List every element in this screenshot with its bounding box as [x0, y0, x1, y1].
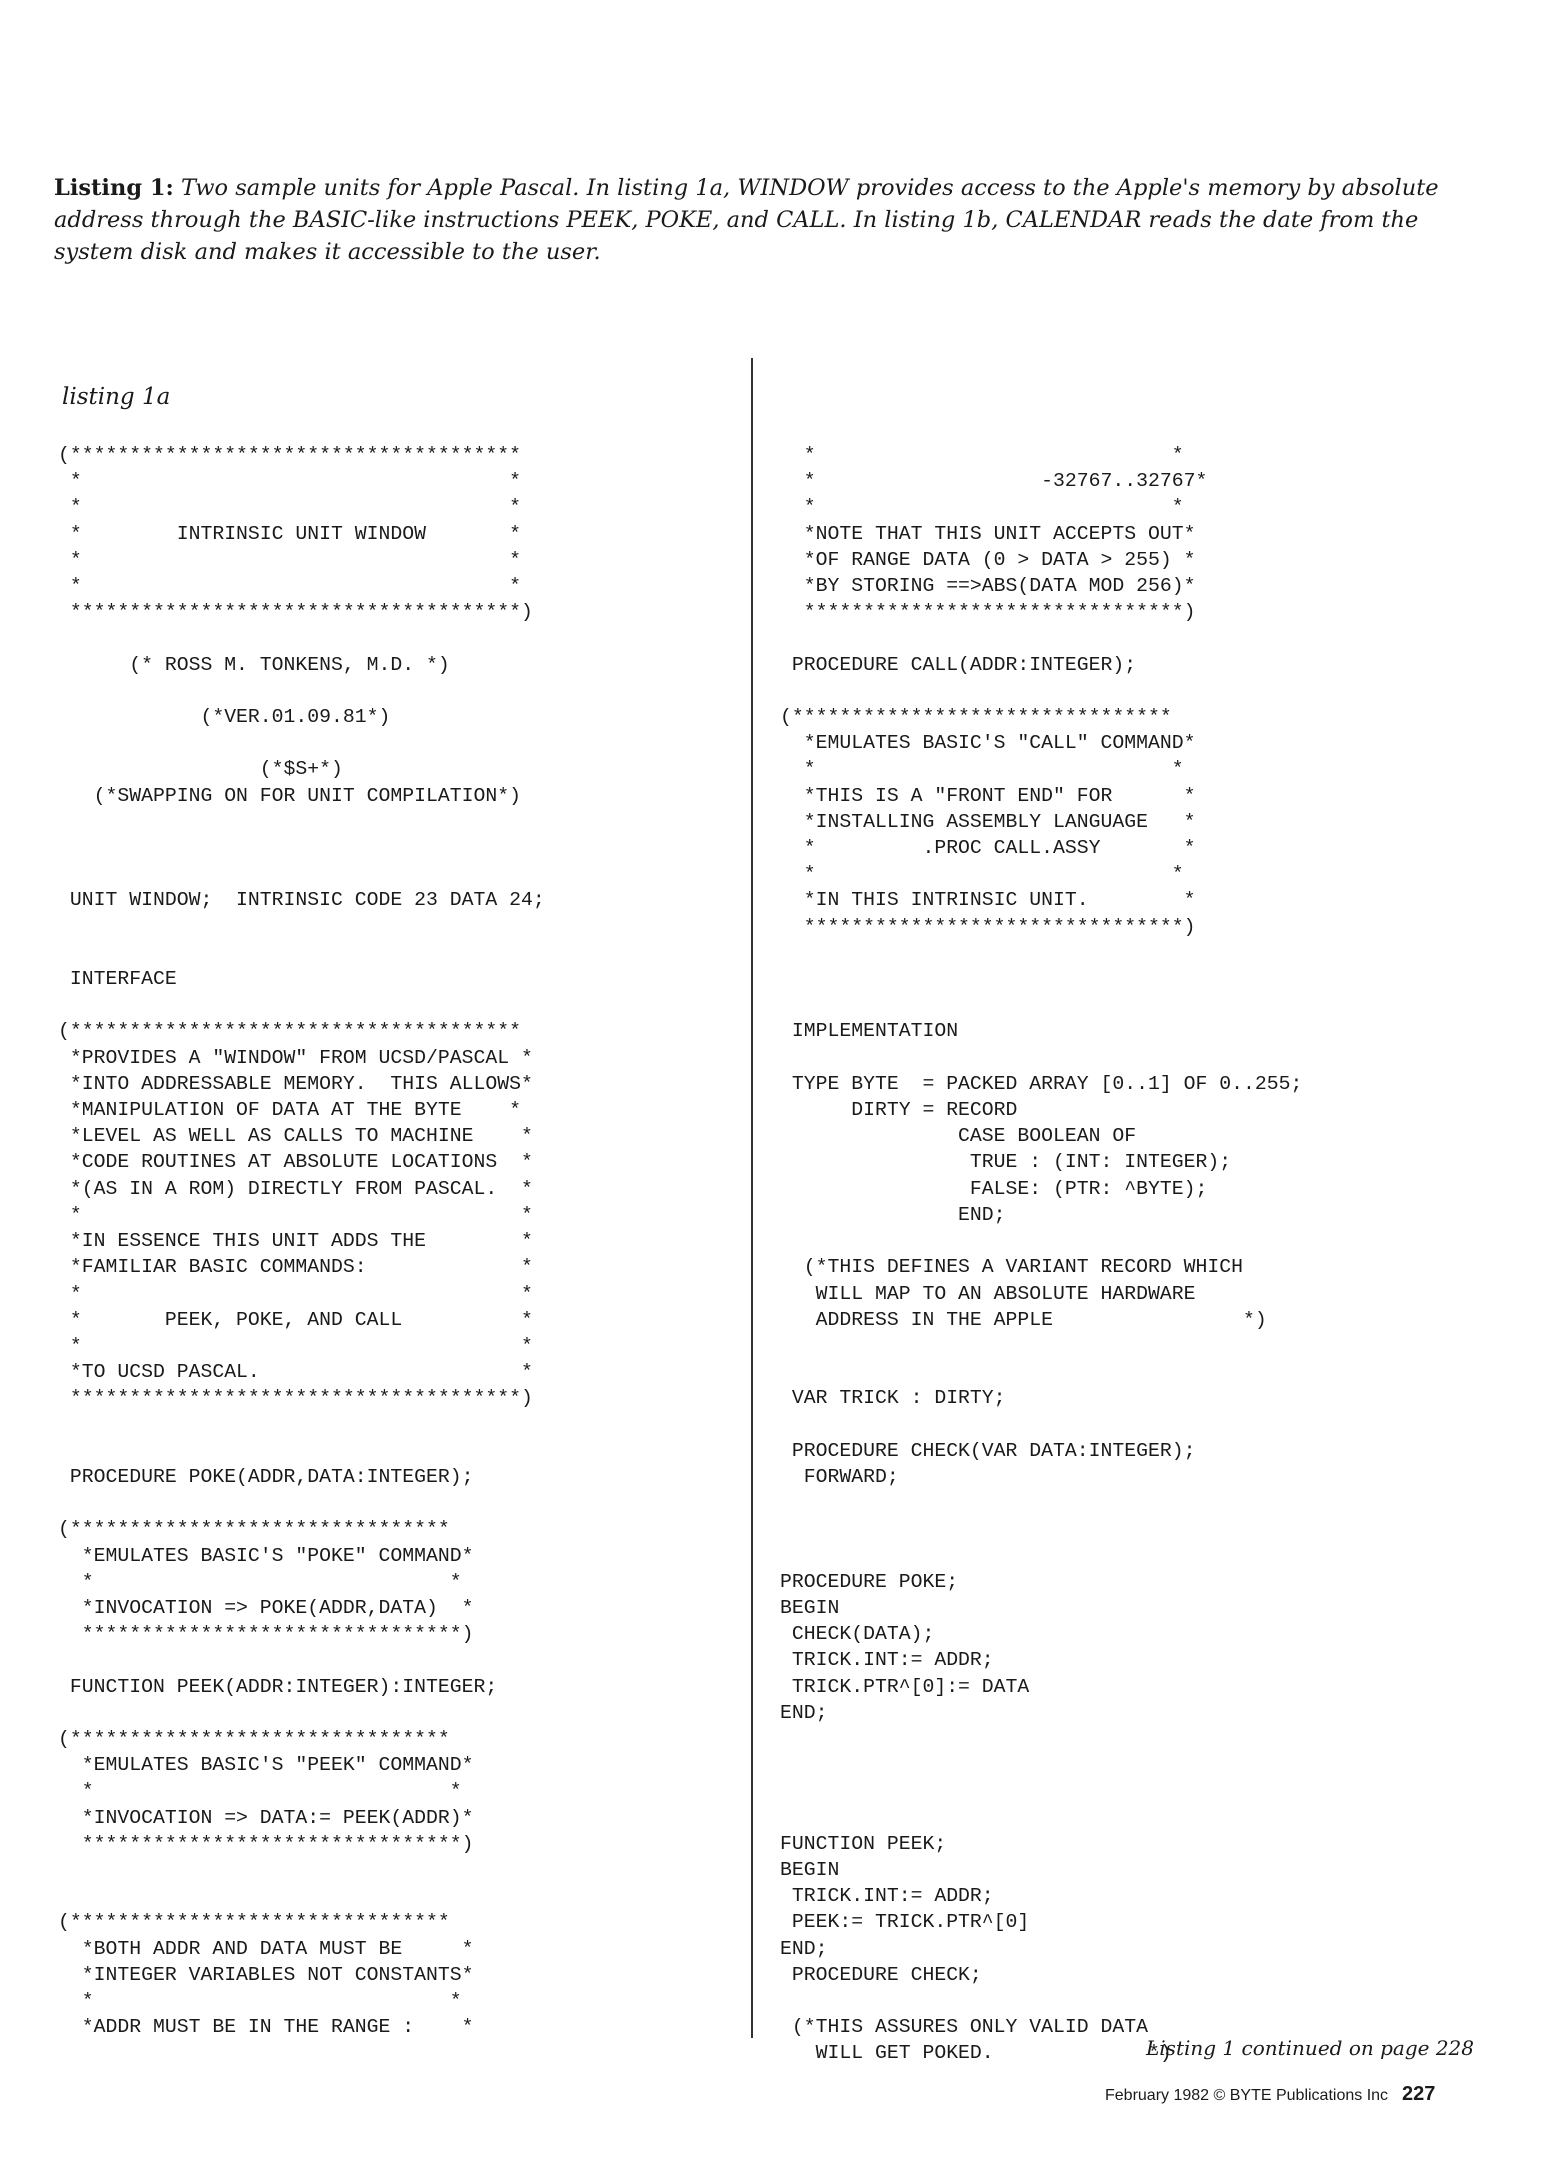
listing-caption [54, 172, 1454, 268]
column-divider [751, 358, 753, 2038]
code-column-left: (************************************** * * * * * INTRINSIC UNIT WINDOW * * * * * **************************************) (* ROSS M. TONKENS, M.D. *) (*VER.01.09.81*) (*$S+*) (*SWAPPING ON FOR UNIT COMPILATION*) UNIT WINDOW; INTRINSIC CODE 23 DATA 24; INTERFACE (************************************** *PROVIDES A "WINDOW" FROM UCSD/PASCAL * *INTO ADDRESSABLE MEMORY. THIS ALLOWS* *MANIPULATION OF DATA AT THE BYTE * *LEVEL AS WELL AS CALLS TO MACHINE * *CODE ROUTINES AT ABSOLUTE LOCATIONS * *(AS IN A ROM) DIRECTLY FROM PASCAL. * * * *IN ESSENCE THIS UNIT ADDS THE * *FAMILIAR BASIC COMMANDS: * * * * PEEK, POKE, AND CALL * * * *TO UCSD PASCAL. * **************************************) PROCEDURE POKE(ADDR,DATA:INTEGER); (******************************** *EMULATES BASIC'S "POKE" COMMAND* * * *INVOCATION => POKE(ADDR,DATA) * ********************************) FUNCTION PEEK(ADDR:INTEGER):INTEGER; (******************************** *EMULATES BASIC'S "PEEK" COMMAND* * * *INVOCATION => DATA:= PEEK(ADDR)* ********************************) (******************************** *BOTH ADDR AND DATA MUST BE * *INTEGER VARIABLES NOT CONSTANTS* * * *ADDR MUST BE IN THE RANGE : * [58, 444, 545, 2039]
continued-note: Listing 1 continued on page 228 [1146, 2036, 1474, 2060]
caption-body: Two sample units for Apple Pascal. In listing 1a, WINDOW provides access to the Apple's memory by absolute address through the BASIC-like instructions PEEK, POKE, and CALL. In listing 1b, CALENDAR reads the date from the system disk and makes it accessible to the user. [54, 175, 1439, 265]
page-footer [1105, 2083, 1435, 2106]
caption-lead: Listing 1: [54, 175, 174, 201]
page-number: 227 [1402, 2083, 1436, 2105]
footer-issue: February 1982 © BYTE Publications Inc [1105, 2087, 1389, 2104]
code-column-right: * * * -32767..32767* * * *NOTE THAT THIS UNIT ACCEPTS OUT* *OF RANGE DATA (0 > DATA > 255) * *BY STORING ==>ABS(DATA MOD 256)* ********************************) PROCEDURE CALL(ADDR:INTEGER); (******************************** *EMULATES BASIC'S "CALL" COMMAND* * * *THIS IS A "FRONT END" FOR * *INSTALLING ASSEMBLY LANGUAGE * * .PROC CALL.ASSY * * * *IN THIS INTRINSIC UNIT. * ********************************) IMPLEMENTATION TYPE BYTE = PACKED ARRAY [0..1] OF 0..255; DIRTY = RECORD CASE BOOLEAN OF TRUE : (INT: INTEGER); FALSE: (PTR: ^BYTE); END; (*THIS DEFINES A VARIANT RECORD WHICH WILL MAP TO AN ABSOLUTE HARDWARE ADDRESS IN THE APPLE *) VAR TRICK : DIRTY; PROCEDURE CHECK(VAR DATA:INTEGER); FORWARD; PROCEDURE POKE; BEGIN CHECK(DATA); TRICK.INT:= ADDR; TRICK.PTR^[0]:= DATA END; FUNCTION PEEK; BEGIN TRICK.INT:= ADDR; PEEK:= TRICK.PTR^[0] END; PROCEDURE CHECK; (*THIS ASSURES ONLY VALID DATA WILL GET POKED. *) [780, 444, 1303, 2065]
listing-label: listing 1a [62, 384, 171, 410]
